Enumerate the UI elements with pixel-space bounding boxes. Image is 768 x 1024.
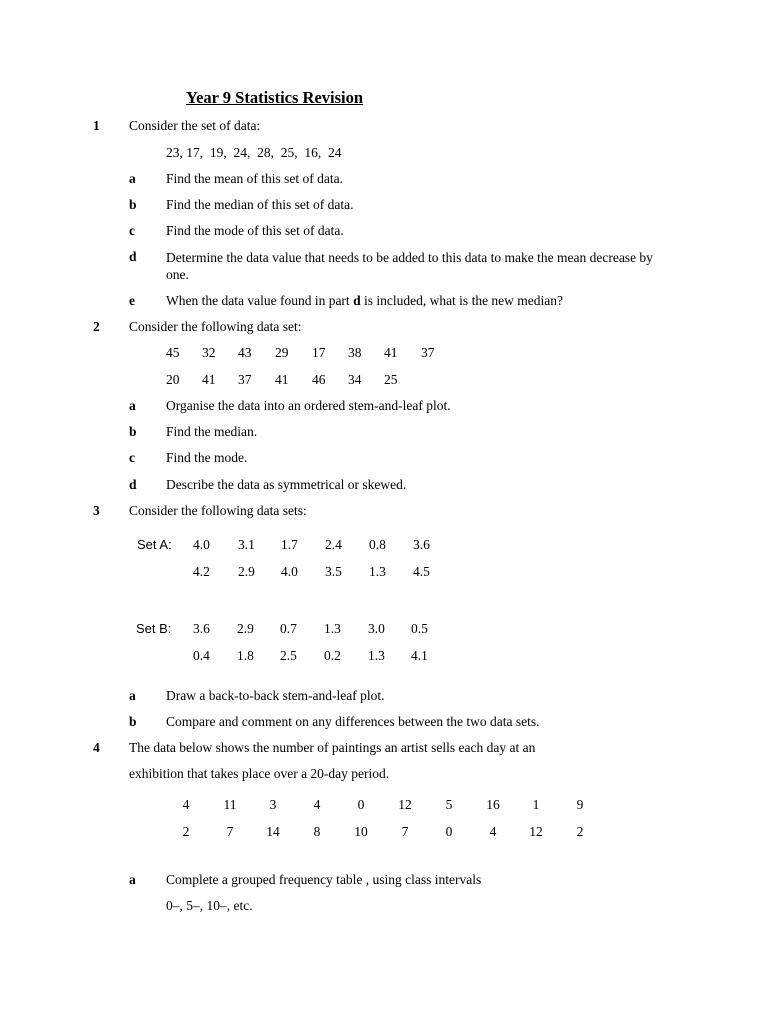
q2-part-a-letter: a [129,398,136,413]
q2-part-d-text: Describe the data as symmetrical or skewed. [166,477,407,492]
question-4-stem-line-1: The data below shows the number of paintings an artist sells each day at an [129,740,536,755]
q4-data-value: 4 [313,797,321,812]
q2-data-value: 37 [238,372,252,387]
set-a-value: 4.0 [281,564,298,579]
set-a-value: 2.4 [325,537,342,552]
q4-data-value: 7 [401,824,409,839]
set-b-value: 3.0 [368,621,385,636]
q3-part-a-letter: a [129,688,136,703]
set-a-label: Set A: [137,537,172,552]
question-4-number: 4 [93,740,100,755]
q4-data-value: 4 [489,824,497,839]
q1-part-b-text: Find the median of this set of data. [166,197,354,212]
q1-part-e-text-before: When the data value found in part [166,293,354,308]
set-a-value: 3.1 [238,537,255,552]
q2-data-value: 41 [275,372,289,387]
q4-data-value: 2 [182,824,190,839]
set-b-value: 1.8 [237,648,254,663]
set-a-value: 4.5 [413,564,430,579]
set-b-value: 0.7 [280,621,297,636]
q4-data-value: 12 [529,824,543,839]
set-b-value: 1.3 [368,648,385,663]
q3-part-b-letter: b [129,714,137,729]
q2-data-value: 41 [202,372,216,387]
q4-part-a-text-line-2: 0–, 5–, 10–, etc. [166,898,253,913]
set-a-value: 4.0 [193,537,210,552]
q4-data-value: 0 [357,797,365,812]
set-b-value: 2.5 [280,648,297,663]
set-a-value: 3.6 [413,537,430,552]
q4-data-value: 0 [445,824,453,839]
question-1-number: 1 [93,118,100,133]
set-b-value: 3.6 [193,621,210,636]
question-3-number: 3 [93,503,100,518]
q2-data-value: 29 [275,345,289,360]
q1-part-d-letter: d [129,249,137,264]
set-b-value: 0.2 [324,648,341,663]
q3-part-a-text: Draw a back-to-back stem-and-leaf plot. [166,688,385,703]
q2-data-value: 43 [238,345,252,360]
q2-part-c-letter: c [129,450,135,465]
q2-part-b-text: Find the median. [166,424,258,439]
set-b-value: 1.3 [324,621,341,636]
q2-part-c-text: Find the mode. [166,450,248,465]
q1-part-a-text: Find the mean of this set of data. [166,171,343,186]
q2-part-d-letter: d [129,477,137,492]
q2-data-value: 17 [312,345,326,360]
question-1-stem: Consider the set of data: [129,118,261,133]
set-a-value: 0.8 [369,537,386,552]
q2-part-b-letter: b [129,424,137,439]
q2-data-value: 46 [312,372,326,387]
q1-part-e-text-after: is included, what is the new median? [360,293,564,308]
q1-part-e-letter: e [129,293,135,308]
set-b-value: 2.9 [237,621,254,636]
q4-data-value: 3 [269,797,277,812]
q1-part-d-text: Determine the data value that needs to be added to this data to make the mean decrease by one. [166,250,653,282]
q3-part-b-text: Compare and comment on any differences between the two data sets. [166,714,540,729]
q4-data-value: 10 [354,824,368,839]
set-a-value: 1.3 [369,564,386,579]
q1-part-e-text-bold: d [353,293,361,308]
q2-data-value: 20 [166,372,180,387]
q4-data-value: 16 [486,797,500,812]
q2-data-value: 41 [384,345,398,360]
set-b-value: 4.1 [411,648,428,663]
set-a-value: 4.2 [193,564,210,579]
page-title: Year 9 Statistics Revision [186,88,364,107]
question-2-number: 2 [93,319,100,334]
question-3-stem: Consider the following data sets: [129,503,307,518]
q2-part-a-text: Organise the data into an ordered stem-and-leaf plot. [166,398,451,413]
q1-part-e-text [166,293,563,309]
set-a-value: 2.9 [238,564,255,579]
q2-data-value: 38 [348,345,362,360]
q2-data-value: 34 [348,372,362,387]
q2-data-value: 45 [166,345,180,360]
q2-data-value: 37 [421,345,435,360]
q4-data-value: 2 [576,824,584,839]
q4-part-a-letter: a [129,872,136,887]
set-b-value: 0.4 [193,648,210,663]
q2-data-value: 25 [384,372,398,387]
q4-data-value: 14 [266,824,280,839]
q2-data-value: 32 [202,345,216,360]
set-b-value: 0.5 [411,621,428,636]
q4-data-value: 9 [576,797,584,812]
q4-data-value: 4 [182,797,190,812]
q4-data-value: 11 [223,797,237,812]
question-1-data: 23, 17, 19, 24, 28, 25, 16, 24 [166,145,342,160]
question-4-stem-line-2: exhibition that takes place over a 20-day period. [129,766,390,781]
q4-data-value: 5 [445,797,453,812]
q4-data-value: 12 [398,797,412,812]
q1-part-a-letter: a [129,171,136,186]
q4-data-value: 7 [226,824,234,839]
q4-data-value: 1 [532,797,540,812]
set-a-value: 1.7 [281,537,298,552]
set-a-value: 3.5 [325,564,342,579]
q4-data-value: 8 [313,824,321,839]
q1-part-c-letter: c [129,223,135,238]
q1-part-c-text: Find the mode of this set of data. [166,223,344,238]
q1-part-b-letter: b [129,197,137,212]
set-b-label: Set B: [136,621,172,636]
question-2-stem: Consider the following data set: [129,319,302,334]
q4-part-a-text: Complete a grouped frequency table , using class intervals [166,872,482,887]
